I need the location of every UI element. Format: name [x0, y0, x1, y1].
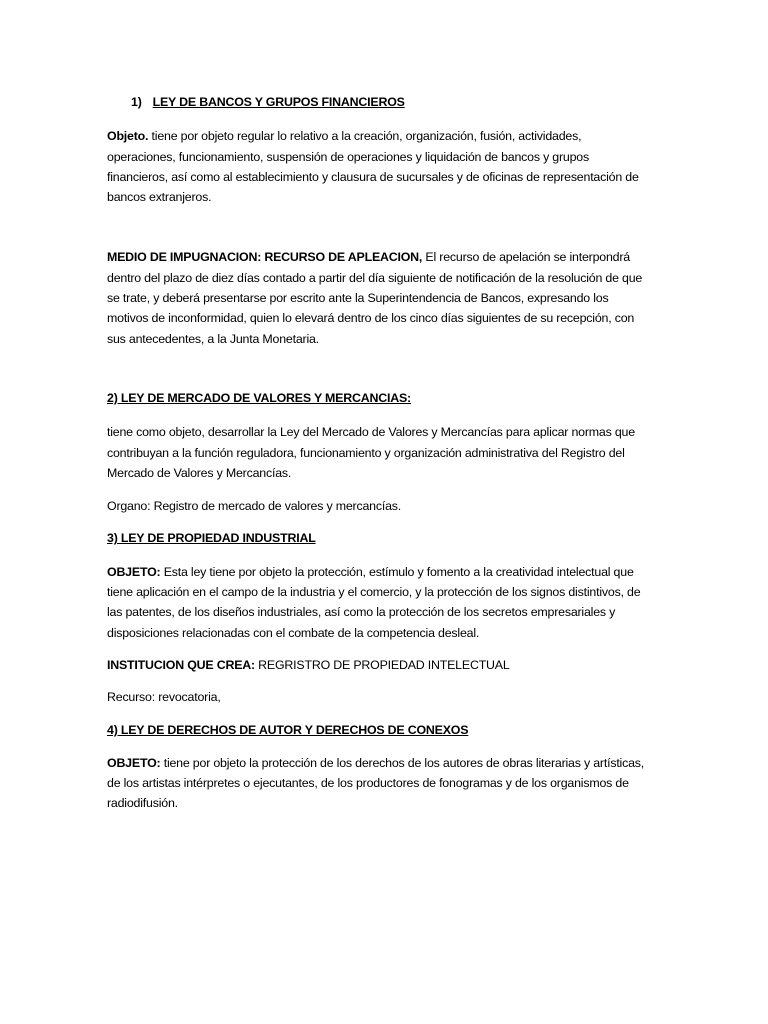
- section-3-institucion-label: INSTITUCION QUE CREA:: [107, 657, 255, 672]
- section-1-medio-text: El recurso de apelación se interpondrá dentro del plazo de diez días contado a partir del día siguiente de notificación de la resolución de que se trate, y deberá presentarse por escrito ante la Superintendencia de Bancos, expresando los motivos de inconformidad, quien lo elevará dentro de los cinco días siguientes de su recepción, con sus antecedentes, a la Junta Monetaria.: [107, 250, 643, 346]
- section-1-medio-paragraph: [107, 247, 652, 348]
- section-4-objeto-paragraph: [107, 753, 652, 814]
- section-2-title: 2) LEY DE MERCADO DE VALORES Y MERCANCIAS:: [107, 390, 411, 405]
- section-4-objeto-text: tiene por objeto la protección de los derechos de los autores de obras literarias y artísticas, de los artistas intérpretes o ejecutantes, de los productores de fonogramas y de los organismos de radiodifusión.: [107, 755, 645, 811]
- section-4-title: 4) LEY DE DERECHOS DE AUTOR Y DERECHOS DE CONEXOS: [107, 722, 469, 737]
- section-1-objeto-label: Objeto.: [107, 129, 149, 144]
- section-1-medio-label: MEDIO DE IMPUGNACION: RECURSO DE APLEACION,: [107, 250, 423, 265]
- section-1-objeto-text: tiene por objeto regular lo relativo a la creación, organización, fusión, actividades, operaciones, funcionamiento, suspensión de operaciones y liquidación de bancos y grupos financieros, así como al establecimiento y clausura de sucursales y de oficinas de representación de bancos extranjeros.: [107, 129, 639, 205]
- section-1-objeto-paragraph: [107, 126, 652, 207]
- section-1-number: 1): [131, 95, 142, 109]
- section-3-objeto-label: OBJETO:: [107, 564, 161, 579]
- section-3-institucion-text: REGRISTRO DE PROPIEDAD INTELECTUAL: [254, 657, 510, 672]
- section-3-objeto-paragraph: [107, 562, 652, 643]
- section-2-organo-text: Organo: Registro de mercado de valores y mercancías.: [107, 499, 401, 514]
- section-4-objeto-label: OBJETO:: [107, 755, 161, 770]
- section-3-objeto-text: Esta ley tiene por objeto la protección, estímulo y fomento a la creatividad intelectual que tiene aplicación en el campo de la industria y el comercio, y la protección de los signos distintivos, de las patentes, de los diseños industriales, así como la protección de los secretos empresariales y disposiciones relacionadas con el combate de la competencia desleal.: [107, 564, 641, 640]
- document-page: [107, 92, 652, 814]
- section-2-objeto-text: tiene como objeto, desarrollar la Ley del Mercado de Valores y Mercancías para aplicar normas que contribuyan a la función reguladora, funcionamiento y organización administrativa del Registro del Mercado de Valores y Mercancías.: [107, 425, 635, 480]
- section-1-heading: [131, 92, 652, 112]
- section-3-institucion-paragraph: [107, 655, 652, 675]
- section-1-title: LEY DE BANCOS Y GRUPOS FINANCIEROS: [152, 95, 405, 109]
- section-3-recurso-text: Recurso: revocatoria,: [107, 690, 221, 705]
- section-3-title: 3) LEY DE PROPIEDAD INDUSTRIAL: [107, 531, 316, 546]
